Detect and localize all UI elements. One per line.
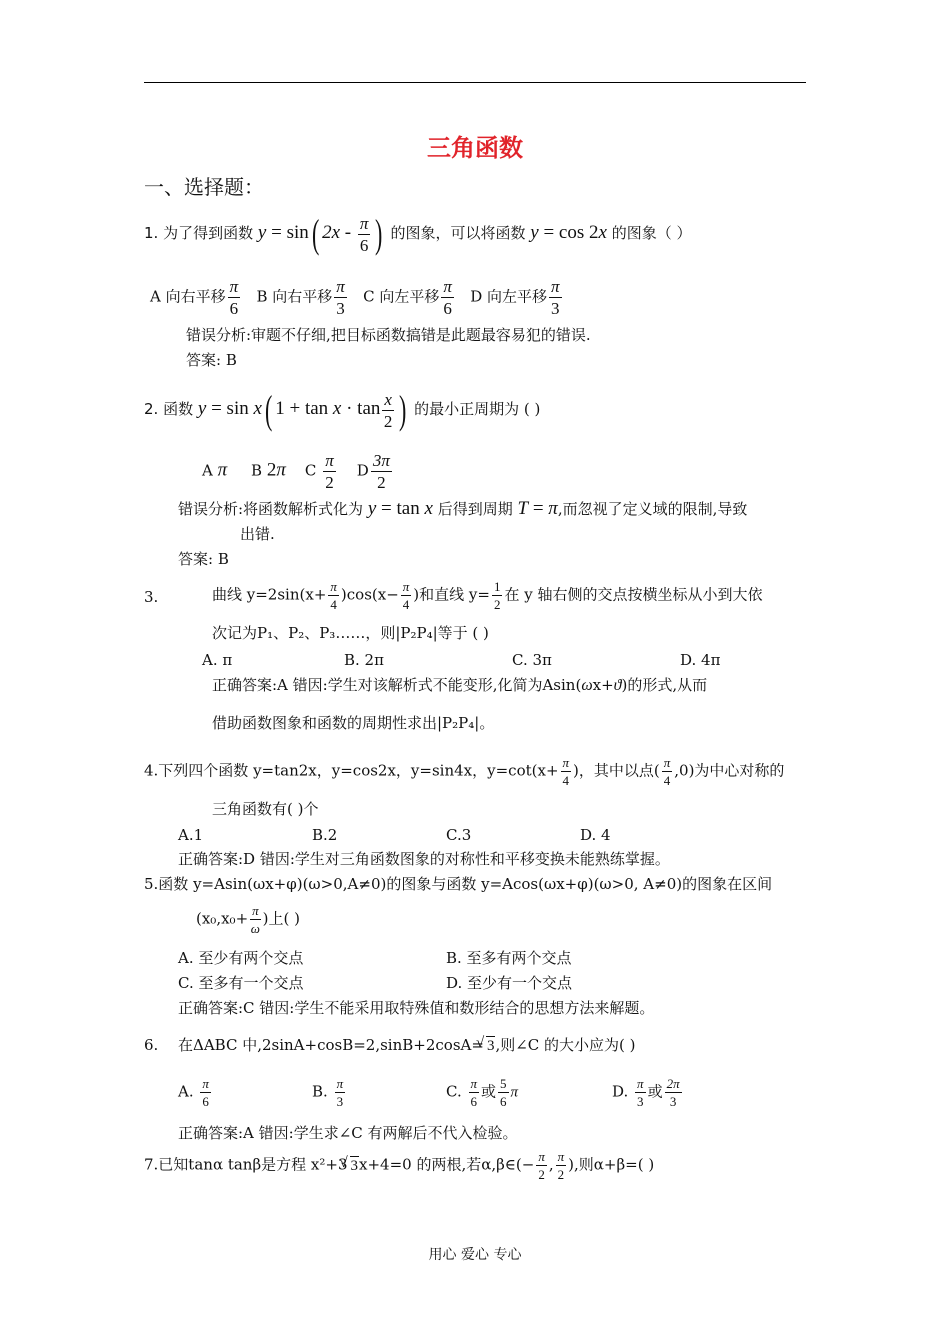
q3-answer-part2: x+ xyxy=(592,676,614,694)
header-rule xyxy=(144,82,806,83)
q1-option-d: D 向左平移 xyxy=(470,287,547,306)
question-5-line1: 5.函数 y=Asin(ωx+φ)(ω>0,A≠0)的图象与函数 y=Acos(ωx+φ)(ω>0, A≠0)的图象在区间 xyxy=(144,875,773,893)
question-6-line1: 在ΔABC 中,2sinA+cosB=2,sinB+2cosA=√ 3,则∠C 的大小应为( ) xyxy=(178,1036,636,1055)
q2-analysis-part3: ,而忽视了定义域的限制,导致 xyxy=(557,500,748,518)
q7-text-c: , xyxy=(548,1155,554,1174)
q3-text-d: 在 y 轴右侧的交点按横坐标从小到大依 xyxy=(504,585,763,604)
q2-analysis-part1: 错误分析:将函数解析式化为 xyxy=(178,500,364,518)
question-3-line1: 曲线 y=2sin(x+ $\frac{\pi}{4}$ )cos(x− $\frac{\pi}{4}$ )和直线 y= $\frac{1}{2}$ 在 y 轴右侧的交点按横坐标从小到大依 xyxy=(212,579,763,612)
q1-option-c: C 向左平移 xyxy=(363,287,440,306)
q6-option-b-label: B. xyxy=(312,1082,328,1101)
q6-option-d: D. $\frac{\pi}{3}$ 或 $\frac{2\pi}{3}$ xyxy=(612,1076,680,1109)
q7-text-d: ),则α+β=( ) xyxy=(568,1155,655,1174)
q4-option-a: A.1 xyxy=(178,826,204,844)
q2-tail: 的最小正周期为 ( ) xyxy=(414,400,541,418)
page-footer: 用心 爱心 专心 xyxy=(428,1247,522,1263)
question-1-options: A 向右平移 $\frac{\pi}{6}$ B 向右平移 $\frac{\pi}{3}$ C 向左平移 $\frac{\pi}{6}$ D 向左平移 $\frac{\pi}{3}$ xyxy=(150,277,560,318)
q4-text-a: 4.下列四个函数 y=tan2x，y=cos2x，y=sin4x，y=cot(x+ xyxy=(144,761,559,780)
q6-option-a: A. $\frac{\pi}{6}$ xyxy=(178,1076,209,1109)
q3-answer-part1: 正确答案:A 错因:学生对该解析式不能变形,化简为Asin( xyxy=(212,676,582,694)
q6-option-d-label: D. xyxy=(612,1082,629,1101)
q7-text-b: x+4=0 的两根,若α,β∈(− xyxy=(359,1155,535,1174)
q2-intro: 函数 xyxy=(163,400,194,418)
q1-analysis: 错误分析:审题不仔细,把目标函数搞错是此题最容易犯的错误. xyxy=(186,326,591,344)
q6-option-d-or: 或 xyxy=(647,1082,663,1101)
q3-answer-line1: 正确答案:A 错因:学生对该解析式不能变形,化简为Asin(ωx+ϑ)的形式,从而 xyxy=(212,676,708,694)
q6-option-a-label: A. xyxy=(178,1082,194,1101)
question-3-line2: 次记为P₁、P₂、P₃……，则|P₂P₄|等于 ( ) xyxy=(212,624,489,642)
q4-option-c: C.3 xyxy=(446,826,472,844)
page-title: 三角函数 xyxy=(427,133,523,162)
q2-option-d: D xyxy=(356,461,369,480)
question-5-line2: (x₀,x₀+ $\frac{\pi}{\omega}$ )上( ) xyxy=(196,903,300,936)
q2-analysis-line1: 错误分析:将函数解析式化为 y = tan x 后得到周期 T = π,而忽视了定义域的限制,导致 xyxy=(178,498,748,519)
q6-answer: 正确答案:A 错因:学生求∠C 有两解后不代入检验。 xyxy=(178,1124,518,1142)
q1-formula: y xyxy=(257,222,267,243)
q2-analysis-line2: 出错. xyxy=(240,525,275,543)
q3-option-d: D. 4π xyxy=(680,651,721,669)
q5-option-d: D. 至少有一个交点 xyxy=(446,974,573,992)
q6-option-c-label: C. xyxy=(446,1082,462,1101)
q5-text-a: (x₀,x₀+ xyxy=(196,909,249,928)
question-2-options: A π B 2π C $\frac{\pi}{2}$ D $\frac{3\pi}{2}$ xyxy=(202,451,390,492)
q1-option-b: B 向右平移 xyxy=(256,287,333,306)
q5-option-b: B. 至多有两个交点 xyxy=(446,949,572,967)
q6-option-c-or: 或 xyxy=(481,1082,497,1101)
q4-option-b: B.2 xyxy=(312,826,338,844)
q3-text-b: )cos(x− xyxy=(340,585,399,604)
q7-text-a: 7.已知tanα tanβ是方程 x²+3 xyxy=(144,1155,348,1174)
q3-answer-part3: )的形式,从而 xyxy=(621,676,708,694)
q1-mid: 的图象，可以将函数 xyxy=(390,224,526,242)
q6-text-a: 在ΔABC 中,2sinA+cosB=2,sinB+2cosA= xyxy=(178,1036,484,1054)
q5-text-b: )上( ) xyxy=(262,909,300,928)
q1-intro: 为了得到函数 xyxy=(163,224,254,242)
section-heading: 一、选择题： xyxy=(144,175,264,199)
q6-option-b: B. $\frac{\pi}{3}$ xyxy=(312,1076,344,1109)
question-4-line1: 4.下列四个函数 y=tan2x，y=cos2x，y=sin4x，y=cot(x+ $\frac{\pi}{4}$ )，其中以点( $\frac{\pi}{4}$ ,0)为中心对称的 xyxy=(144,755,785,788)
question-1-stem: 1. 为了得到函数 y = sin( 2x - $\frac{\pi}{6}$ ) 的图象，可以将函数 y = cos 2x 的图象（ ） xyxy=(144,211,692,256)
q1-answer: 答案: B xyxy=(186,351,237,369)
question-2-stem: 2. 函数 y = sin x( 1 + tan x · tan $\frac{x}{2}$ ) 的最小正周期为 ( ) xyxy=(144,387,541,432)
question-7-line1: 7.已知tanα tanβ是方程 x²+3√ 3x+4=0 的两根,若α,β∈(− $\frac{\pi}{2}$ , $\frac{\pi}{2}$ ),则α+β=( ) xyxy=(144,1150,654,1181)
q5-option-c: C. 至多有一个交点 xyxy=(178,974,304,992)
q3-text-a: 曲线 y=2sin(x+ xyxy=(212,585,327,604)
q2-option-c: C xyxy=(304,461,317,480)
q3-option-c: C. 3π xyxy=(512,651,552,669)
q5-option-a: A. 至少有两个交点 xyxy=(178,949,304,967)
q5-answer: 正确答案:C 错因:学生不能采用取特殊值和数形结合的思想方法来解题。 xyxy=(178,999,655,1017)
q1-option-a: A 向右平移 xyxy=(150,287,226,306)
q1-number: 1. xyxy=(144,224,159,242)
q3-option-a: A. π xyxy=(202,651,233,669)
q2-analysis-part2: 后得到周期 xyxy=(437,500,513,518)
q4-text-b: )，其中以点( xyxy=(573,761,660,780)
q4-text-c: ,0)为中心对称的 xyxy=(674,761,785,780)
question-4-line2: 三角函数有( )个 xyxy=(212,800,319,818)
q6-option-c: C. $\frac{\pi}{6}$ 或 $\frac{5}{6}$ π xyxy=(446,1076,519,1109)
q4-option-d: D. 4 xyxy=(580,826,611,844)
q2-option-b: B xyxy=(251,461,263,480)
q3-text-c: )和直线 y= xyxy=(413,585,490,604)
q6-text-b: ,则∠C 的大小应为( ) xyxy=(495,1036,636,1054)
q2-number: 2. xyxy=(144,400,159,418)
q2-answer: 答案: B xyxy=(178,550,229,568)
q4-answer: 正确答案:D 错因:学生对三角函数图象的对称性和平移变换未能熟练掌握。 xyxy=(178,850,670,868)
q1-tail: 的图象（ ） xyxy=(611,224,692,242)
q6-number: 6. xyxy=(144,1036,159,1054)
q3-answer-line2: 借助函数图象和函数的周期性求出|P₂P₄|。 xyxy=(212,714,495,732)
q2-option-a: A xyxy=(202,461,213,480)
q3-option-b: B. 2π xyxy=(344,651,384,669)
q3-number: 3. xyxy=(144,588,159,606)
